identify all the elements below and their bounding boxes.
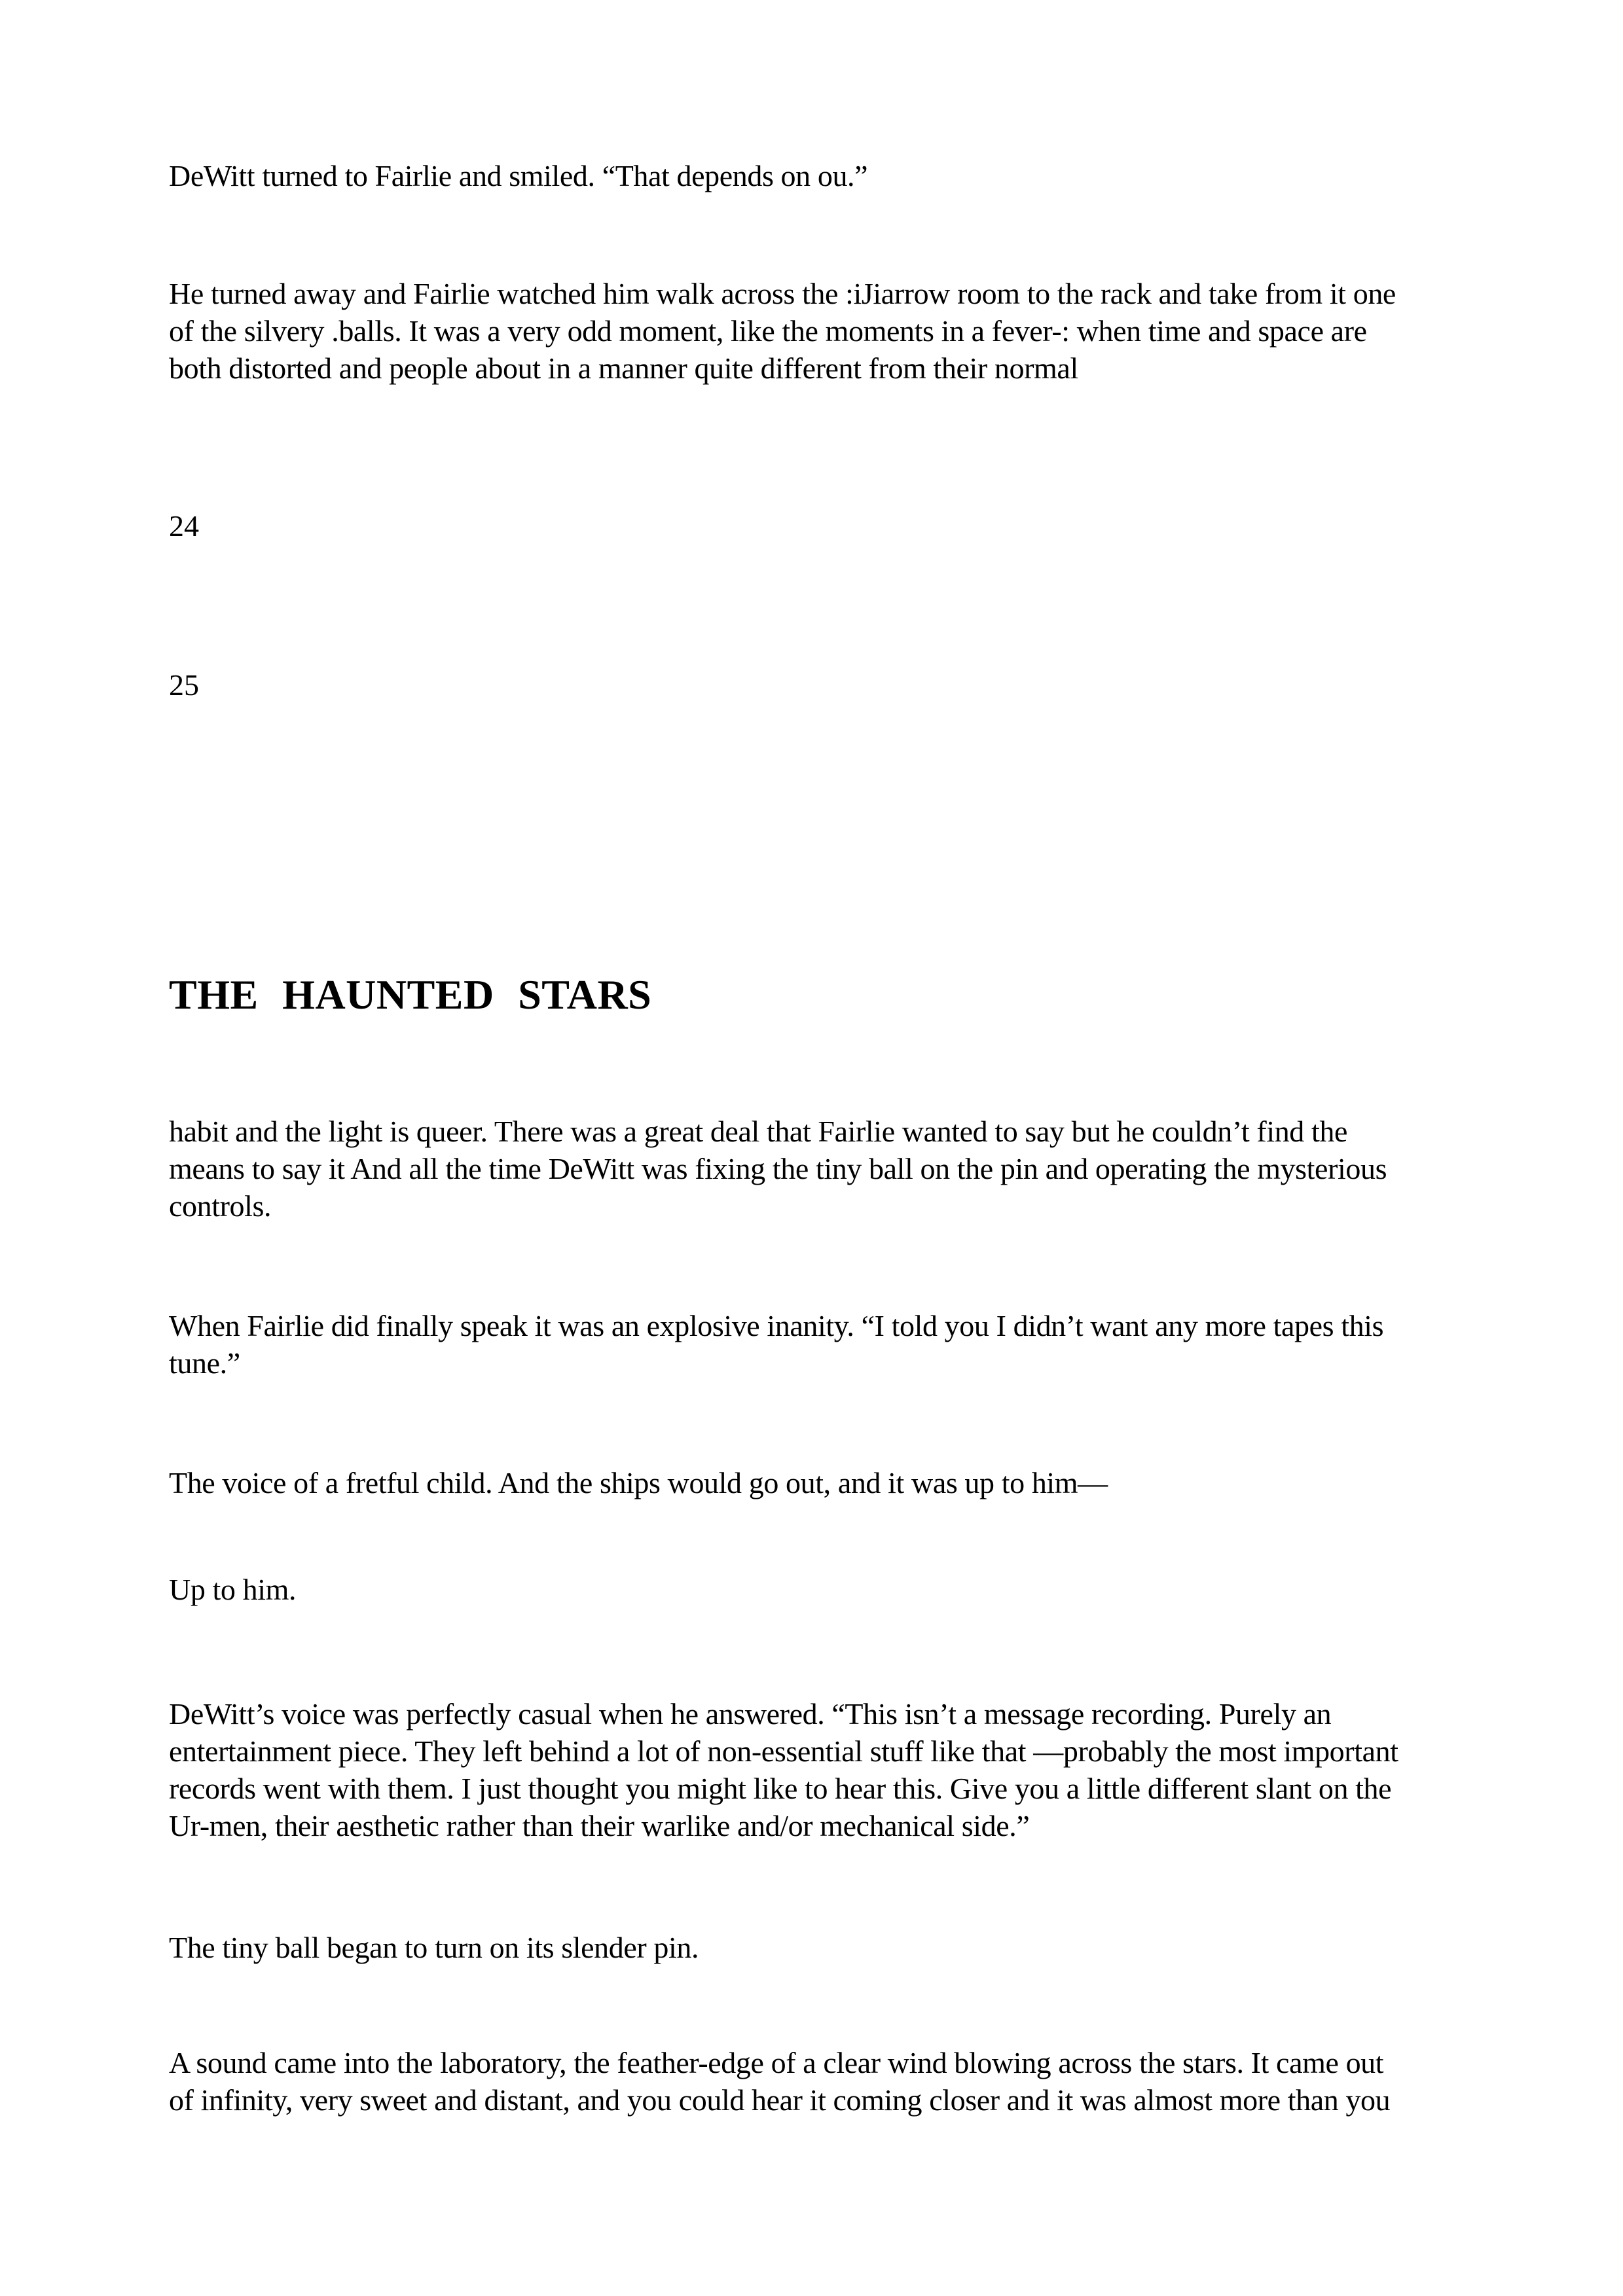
text-line: of infinity, very sweet and distant, and you could hear it coming closer and it was almost more than you [169,2083,1391,2117]
text-line: 25 [169,668,199,702]
running-head-title [169,972,651,1018]
text-line: Ur-men, their aesthetic rather than their warlike and/or mechanical side.” [169,1809,1030,1842]
book-title: THE HAUNTED STARS [169,971,652,1018]
paragraph-sound-laboratory [169,2044,1390,2119]
paragraph-explosive-inanity [169,1307,1383,1382]
text-line: DeWitt turned to Fairlie and smiled. “That depends on ou.” [169,159,868,192]
text-line: The tiny ball began to turn on its slender pin. [169,1931,699,1964]
paragraph-he-turned-away [169,275,1396,387]
text-line: 24 [169,509,199,543]
paragraph-habit-light [169,1113,1387,1225]
text-line: records went with them. I just thought you might like to hear this. Give you a little different slant on the [169,1772,1392,1805]
text-line: tune.” [169,1346,240,1380]
text-line: A sound came into the laboratory, the feather-edge of a clear wind blowing across the stars. It came out [169,2046,1384,2079]
paragraph-tiny-ball [169,1929,699,1966]
text-line: of the silvery .balls. It was a very odd moment, like the moments in a fever-: when time and space are [169,314,1367,348]
paragraph-fretful-child [169,1464,1108,1501]
text-line: means to say it And all the time DeWitt was fixing the tiny ball on the pin and operating the mysterious [169,1152,1387,1185]
text-line: entertainment piece. They left behind a lot of non-essential stuff like that —probably the most important [169,1734,1398,1768]
paragraph-dewitt-casual [169,1695,1398,1844]
text-line: When Fairlie did finally speak it was an explosive inanity. “I told you I didn’t want any more tapes this [169,1309,1384,1342]
text-line: Up to him. [169,1573,297,1606]
text-line: The voice of a fretful child. And the ships would go out, and it was up to him— [169,1466,1108,1499]
page-number-24 [169,507,199,545]
text-line: He turned away and Fairlie watched him walk across the :iJiarrow room to the rack and take from it one [169,277,1396,310]
paragraph-dewitt-smiled [169,157,867,194]
text-line: habit and the light is queer. There was a great deal that Fairlie wanted to say but he couldn’t find the [169,1115,1347,1148]
paragraph-up-to-him [169,1571,296,1608]
page-number-25 [169,666,199,704]
text-line: controls. [169,1189,272,1223]
text-line: DeWitt’s voice was perfectly casual when he answered. “This isn’t a message recording. Purely an [169,1697,1332,1731]
text-line: both distorted and people about in a manner quite different from their normal [169,351,1078,385]
